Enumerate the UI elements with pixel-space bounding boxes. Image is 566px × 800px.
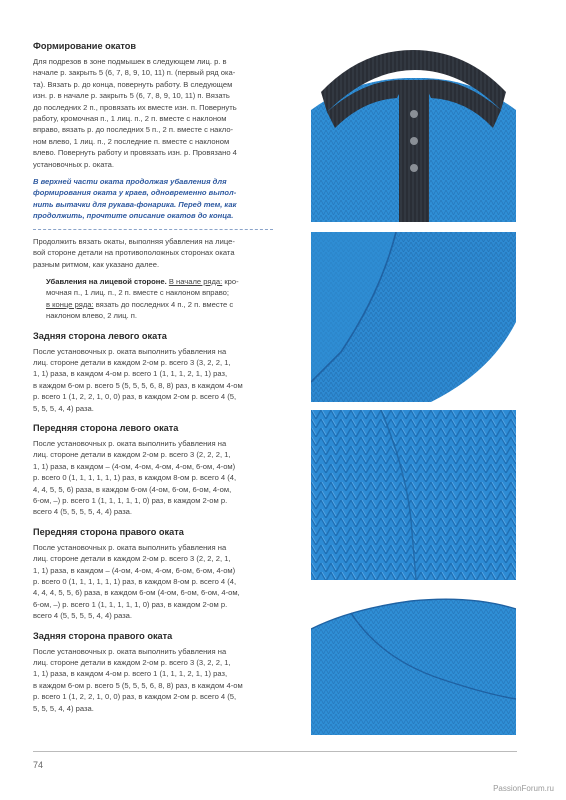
watermark: PassionForum.ru [493,784,554,793]
paragraph-shaping: Для подрезов в зоне подмышек в следующем лиц. р. в начале р. закрыть 5 (6, 7, 8, 9, 10, 11) п. (первый ряд ока- та). Вязать р. до конца, повернуть работу. В следующем изн. р. в начале р. закрыть 5 (6, 7, 8, 9, 10, 11) п. Вязать до последних 2 п., провязать их вместе изн. п. Повернуть работу, кромочная п., 1 лиц. п., 2 п. вместе с наклоном вправо, вязать р. до последних 5 п., 2 п. вместе с накло- ном влево, 1 лиц. п., 2 последние п. вместе с наклоном влево. Повернуть работу и провязать изн. р. Провязано 4 установочных р. оката. [33,57,237,169]
text-column [33,40,273,714]
button-icon [410,110,418,118]
section-front-right: Передняя сторона правого оката После установочных р. оката выполнить убавления на лиц. стороне детали в каждом 2-ом р. всего 3 (2, 2, 2, 1, 1, 1) раза, в каждом – (4-ом, 4-ом, 4-ом, 6-ом, 6-ом, 4-ом) р. всего 0 (1, 1, 1, 1, 1, 1) раз, в каждом 8-ом р. всего 4 (4, 4, 4, 4, 5, 5, 6) раза, в каждом 6-ом (4-ом, 6-ом, 6-ом, 4-ом, 6-ом, –) р. всего 1 (1, 1, 1, 1, 1, 0) раз, в каждом 2-ом р. всего 4 (5, 5, 5, 5, 4, 4) раза. [33,526,273,622]
section-front-left: Передняя сторона левого оката После установочных р. оката выполнить убавления на лиц. стороне детали в каждом 2-ом р. всего 3 (2, 2, 2, 1, 1, 1) раза, в каждом – (4-ом, 4-ом, 4-ом, 4-ом, 6-ом, 4-ом) р. всего 0 (1, 1, 1, 1, 1, 1) раз, в каждом 8-ом р. всего 4 (4, 4, 4, 5, 5, 6) раза, в каждом 6-ом (4-ом, 6-ом, 6-ом, 4-ом, 6-ом, –) р. всего 1 (1, 1, 1, 1, 1, 0) раз, в каждом 2-ом р. всего 4 (5, 5, 5, 5, 4, 4) раза. [33,422,273,518]
page-number: 74 [33,760,44,770]
callout-note: В верхней части оката продолжая убавления для формирования оката у краев, одновременно выпол- нить вытачки для рукава-фонарика. Перед тем, как продолжить, прочтите описание окатов до конца. [33,176,273,230]
section-back-right: Задняя сторона правого оката После установочных р. оката выполнить убавления на лиц. стороне детали в каждом 2-ом р. всего 3 (3, 2, 2, 1, 1, 1) раза, в каждом 4-ом р. всего 1 (1, 1, 1, 2, 1, 1) раз, в каждом 6-ом р. всего 5 (5, 5, 5, 6, 8, 8) раз, в каждом 4-ом р. всего 1 (1, 2, 2, 1, 0, 0) раз, в каждом 2-ом р. всего 4 (5, 5, 5, 5, 4, 4) раза. [33,630,273,714]
photo-sleeve-seam [311,232,516,402]
decreases-block: Убавления на лицевой стороне. В начале ряда: кро- мочная п., 1 лиц. п., 2 п. вместе с наклоном вправо; в конце ряда: вязать до последних 4 п., 2 п. вместе с наклоном влево, 2 лиц. п. [46,276,239,321]
photo-shoulder-seam [311,589,516,735]
section-title: Задняя сторона правого оката [33,630,173,641]
button-icon [410,164,418,172]
photo-collar [311,40,516,222]
section-title: Передняя сторона левого оката [33,422,179,433]
section-title: Формирование окатов [33,41,137,51]
decreases-heading: Убавления на лицевой стороне. [46,276,167,286]
row-start-label: В начале ряда: [168,276,223,286]
photo-dart-closeup [311,410,516,580]
paragraph-continue: Продолжить вязать окаты, выполняя убавления на лице- вой стороне детали на противоположных сторонах оката разным ритмом, как указано далее. [33,236,235,269]
button-icon [410,137,418,145]
section-title: Передняя сторона правого оката [33,526,184,537]
section-title: Задняя сторона левого оката [33,330,167,341]
row-end-label: в конце ряда: [46,299,94,309]
section-back-left: Задняя сторона левого оката После установочных р. оката выполнить убавления на лиц. стороне детали в каждом 2-ом р. всего 3 (3, 2, 2, 1, 1, 1) раза, в каждом 4-ом р. всего 1 (1, 1, 1, 2, 1, 1) раз, в каждом 6-ом р. всего 5 (5, 5, 5, 6, 8, 8) раз, в каждом 4-ом р. всего 1 (1, 2, 2, 1, 0, 0) раз, в каждом 2-ом р. всего 4 (5, 5, 5, 5, 4, 4) раза. [33,330,273,414]
footer-divider [33,751,517,752]
